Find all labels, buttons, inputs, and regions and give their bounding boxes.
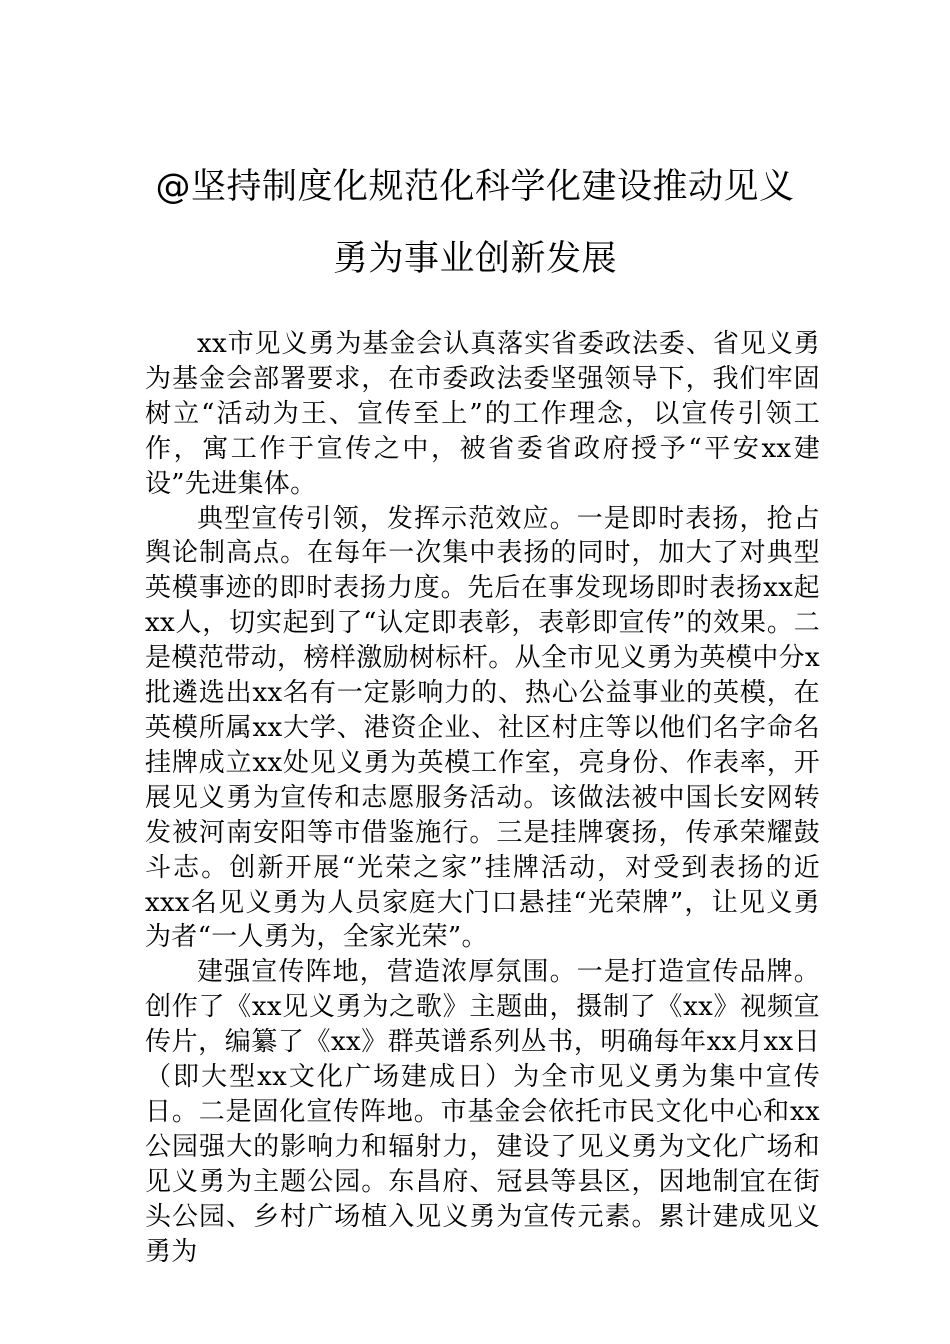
paragraph-typical-publicity: 典型宣传引领，发挥示范效应。一是即时表扬，抢占舆论制高点。在每年一次集中表扬的同时，加大了对典型英模事迹的即时表扬力度。先后在事发现场即时表扬xx起xx人，切实起到了“认定即表彰，表彰即宣传”的效果。二是模范带动，榜样激励树标杆。从全市见义勇为英模中分x批遴选出xx名有一定影响力的、热心公益事业的英模，在英模所属xx大学、港资企业、社区村庄等以他们名字命名挂牌成立xx处见义勇为英模工作室，亮身份、作表率，开展见义勇为宣传和志愿服务活动。该做法被中国长安网转发被河南安阳等市借鉴施行。三是挂牌褒扬，传承荣耀鼓斗志。创新开展“光荣之家”挂牌活动，对受到表扬的近xxx名见义勇为人员家庭大门口悬挂“光荣牌”，让见义勇为者“一人勇为，全家光荣”。 xyxy=(145,503,820,953)
document-title-line-2: 勇为事业创新发展 xyxy=(332,239,617,279)
document-title-line-1: @坚持制度化规范化科学化建设推动见义 xyxy=(155,167,795,207)
document-body xyxy=(145,327,820,1269)
paragraph-publicity-positions: 建强宣传阵地，营造浓厚氛围。一是打造宣传品牌。创作了《xx见义勇为之歌》主题曲，摄制了《xx》视频宣传片，编纂了《xx》群英谱系列丛书，明确每年xx月xx日（即大型xx文化广场建成日）为全市见义勇为集中宣传日。二是固化宣传阵地。市基金会依托市民文化中心和xx公园强大的影响力和辐射力，建设了见义勇为文化广场和见义勇为主题公园。东昌府、冠县等县区，因地制宜在街头公园、乡村广场植入见义勇为宣传元素。累计建成见义勇为 xyxy=(145,957,820,1267)
paragraph-intro: xx市见义勇为基金会认真落实省委政法委、省见义勇为基金会部署要求，在市委政法委坚强领导下，我们牢固树立“活动为王、宣传至上”的工作理念，以宣传引领工作，寓工作于宣传之中，被省委省政府授予“平安xx建设”先进集体。 xyxy=(145,329,820,499)
